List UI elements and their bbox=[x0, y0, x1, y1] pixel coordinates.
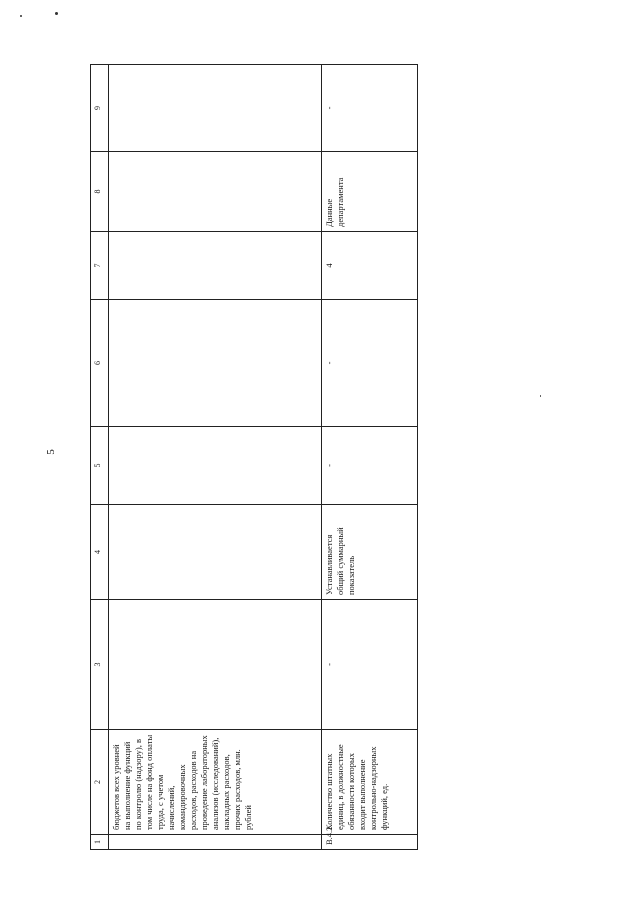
document-id bbox=[581, 0, 595, 60]
indicator-table-wrapper bbox=[90, 65, 418, 850]
column-number: 9 bbox=[91, 65, 109, 152]
column-number: 3 bbox=[91, 600, 109, 730]
column-number: 2 bbox=[91, 730, 109, 835]
column-number: 4 bbox=[91, 505, 109, 600]
cell-col7: 4 bbox=[322, 232, 418, 300]
indicator-table bbox=[90, 64, 418, 850]
cell-col9 bbox=[109, 65, 322, 152]
indicator-name: бюджетов всех уровней на выполнение функций по контролю (надзору), в том числе на фонд оплаты труда, с учетом начислений, командировочных расходов, расходов на проведение лабораторных анализов (исследований), накладных расходов, прочих расходов, млн. рублей bbox=[109, 730, 322, 835]
row-code: В.4.2 bbox=[322, 835, 418, 850]
cell-col9: - bbox=[322, 65, 418, 152]
column-number-row bbox=[91, 65, 109, 850]
cell-col3: - bbox=[322, 600, 418, 730]
column-number: 6 bbox=[91, 300, 109, 427]
cell-col3 bbox=[109, 600, 322, 730]
row-code bbox=[109, 835, 322, 850]
cell-col8 bbox=[109, 152, 322, 232]
page-number: 5 bbox=[45, 449, 57, 455]
scan-speck bbox=[540, 395, 541, 397]
column-number: 5 bbox=[91, 427, 109, 505]
cell-col5: - bbox=[322, 427, 418, 505]
cell-col7 bbox=[109, 232, 322, 300]
cell-col5 bbox=[109, 427, 322, 505]
table-row bbox=[322, 65, 418, 850]
cell-col4: Устанавливается общий суммарный показатель bbox=[322, 505, 418, 600]
column-number: 8 bbox=[91, 152, 109, 232]
scan-speck bbox=[20, 15, 22, 17]
indicator-name: Количество штатных единиц, в должностные обязанности которых входит выполнение контрольно-надзорных функций, ед. bbox=[322, 730, 418, 835]
column-number: 7 bbox=[91, 232, 109, 300]
cell-col8: Данные департамента bbox=[322, 152, 418, 232]
cell-col6: - bbox=[322, 300, 418, 427]
cell-col6 bbox=[109, 300, 322, 427]
table-row bbox=[109, 65, 322, 850]
cell-col4 bbox=[109, 505, 322, 600]
scan-speck bbox=[55, 12, 58, 15]
column-number: 1 bbox=[91, 835, 109, 850]
